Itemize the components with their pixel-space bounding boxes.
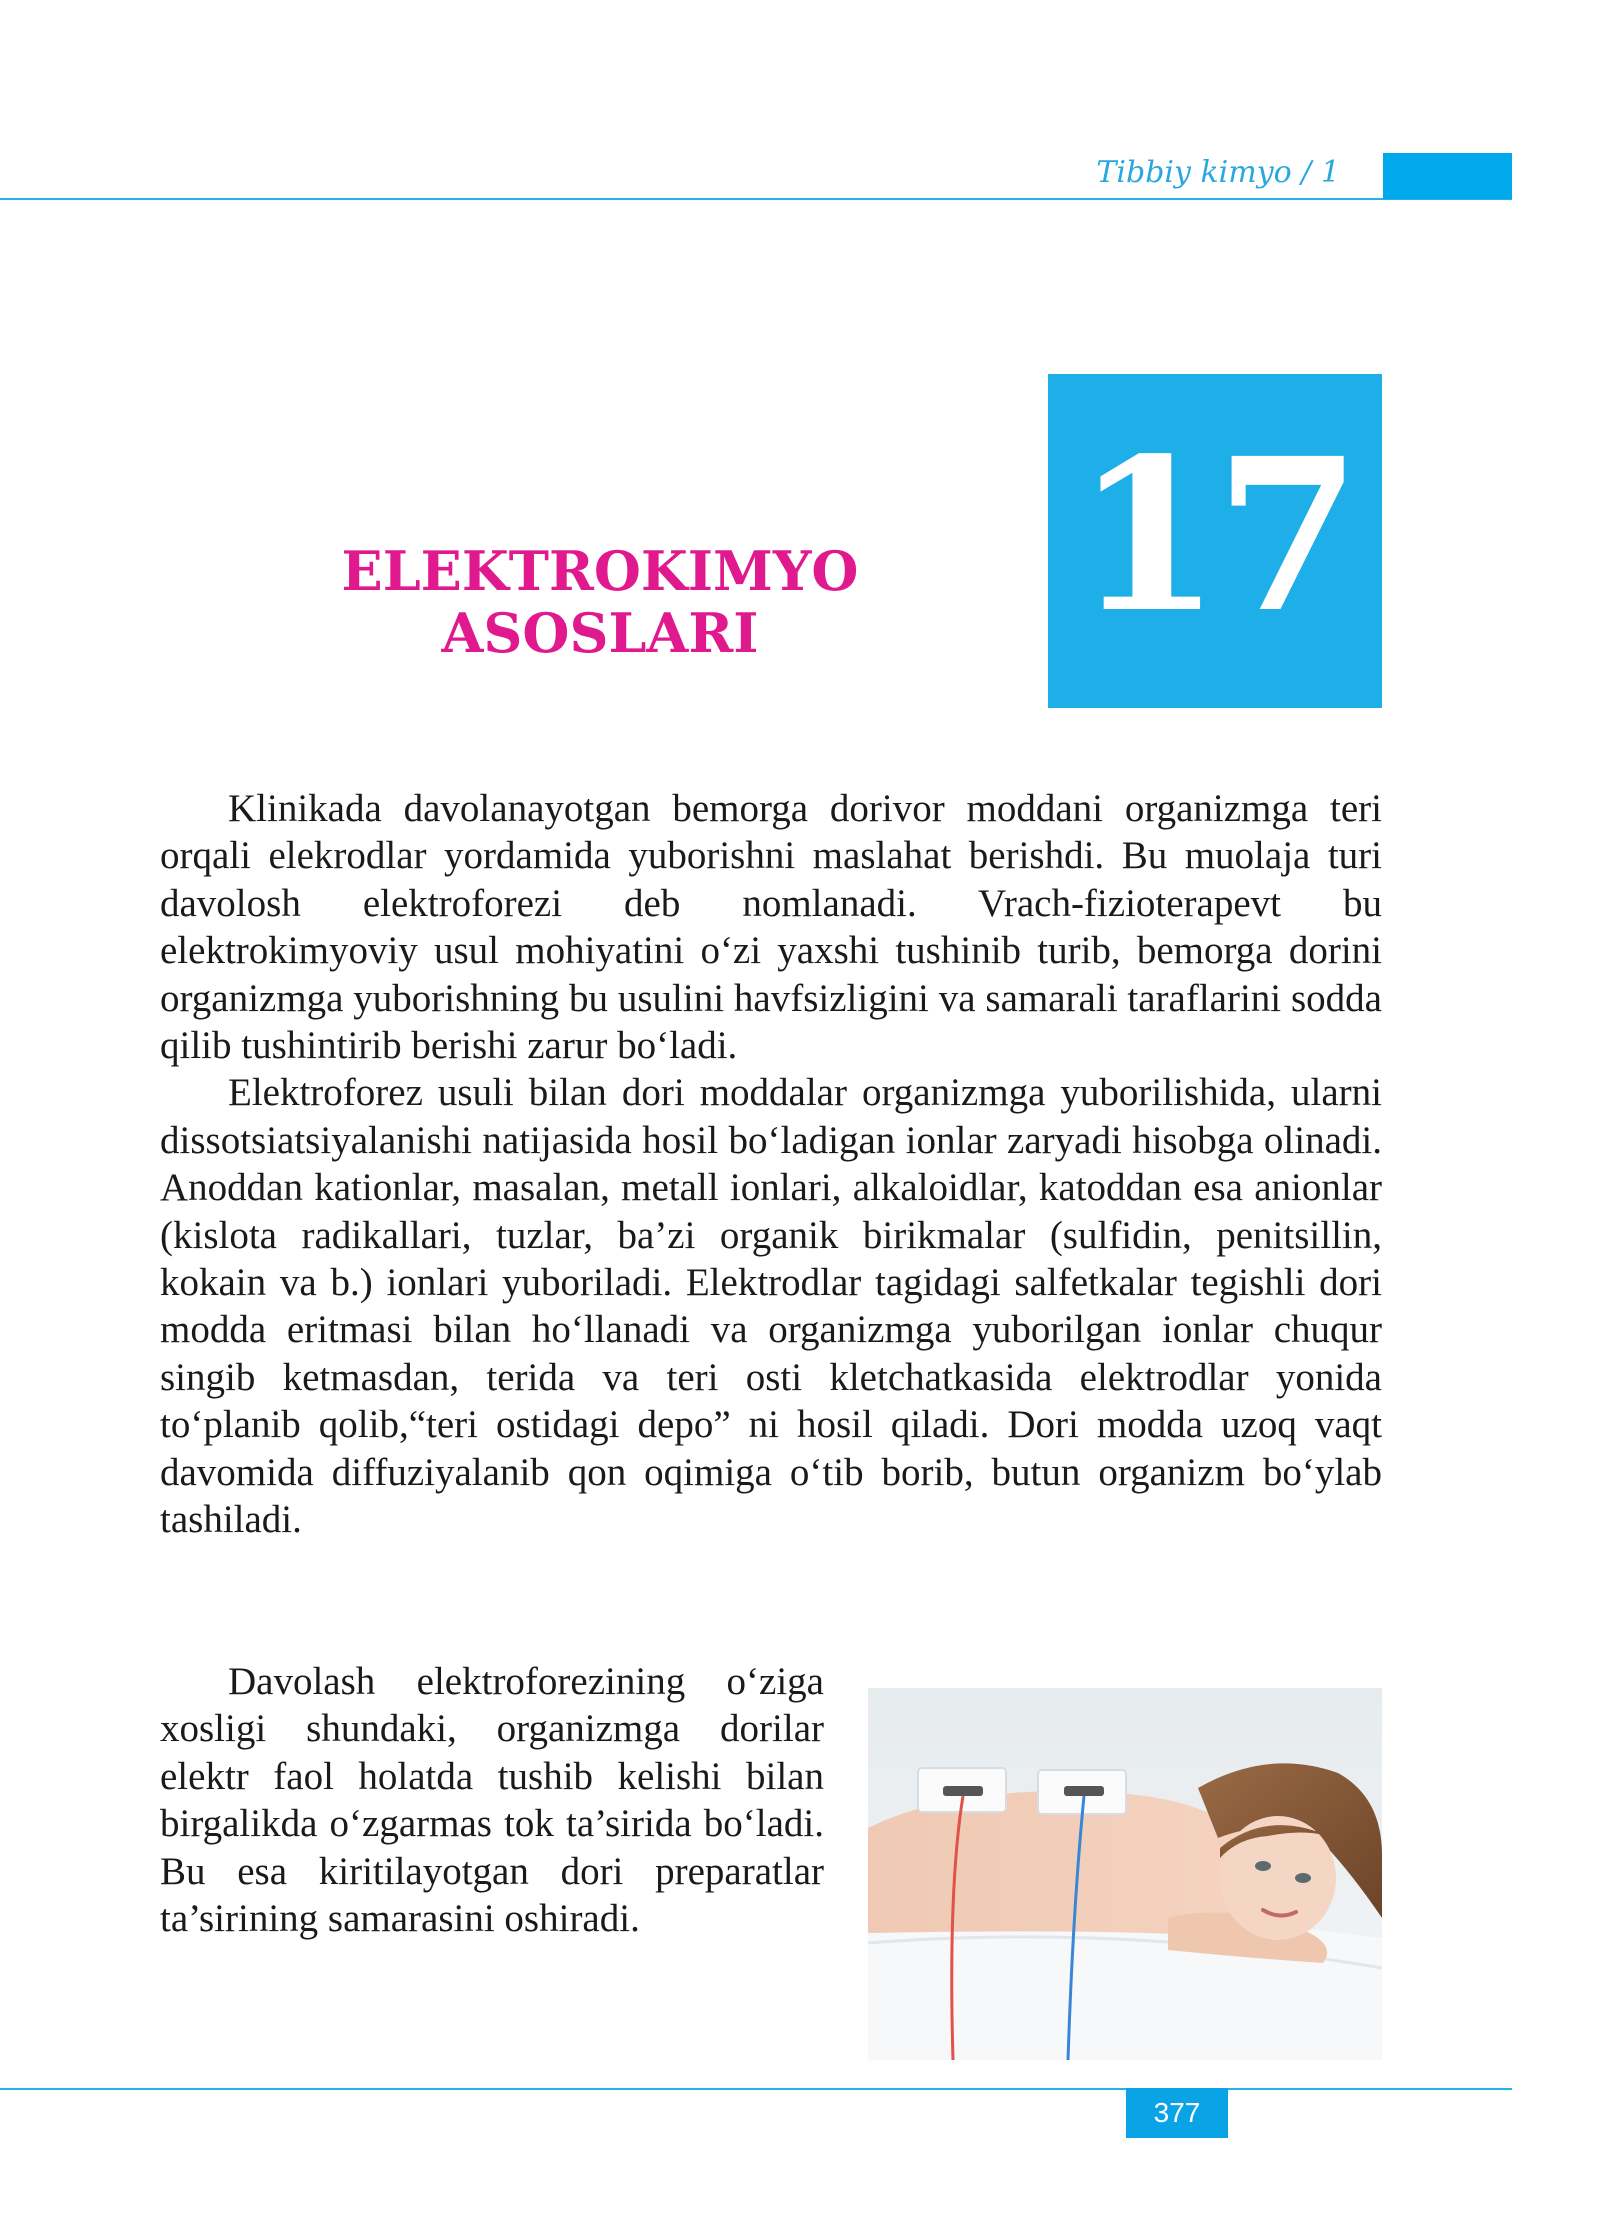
photo-child-electrophoresis-icon [868,1688,1382,2060]
chapter-number: 17 [1074,412,1356,659]
chapter-title-line2: ASOSLARI [441,601,759,665]
paragraph-2: Elektroforez usuli bilan dori moddalar organizmga yuborilishida, ularni dissotsiatsiyalanishi natijasida hosil bo‘ladigan ionlar zaryadi hisobga olinadi. Anoddan kationlar, masalan, metall ionlari, alkaloidlar, katoddan esa anionlar (kislota radikallari, tuzlar, ba’zi organik birikmalar (sulfidin, penitsillin, kokain va b.) ionlari yuboriladi. Elektrodlar tagidagi salfetkalar tegishli dori modda eritmasi bilan ho‘llanadi va organizmga yuborilgan ionlar chuqur singib ketmasdan, terida va teri osti kletchatkasida elektrodlar yonida to‘planib qolib,“teri ostidagi depo” ni hosil qiladi. Dori modda uzoq vaqt davomida diffuziyalanib qon oqimiga o‘tib borib, butun organizm bo‘ylab tashiladi. [160,1071,1382,1542]
page-number: 377 [1126,2088,1228,2138]
chapter-title-line1: ELEKTROKIMYO [341,539,859,603]
chapter-number-box [1048,374,1382,708]
running-title: Tibbiy kimyo / 1 [1096,155,1340,190]
paragraph-3: Davolash elektroforezining o‘ziga xosligi shundaki, organizmga dorilar elektr faol holatda tushib kelishi bilan birgalikda o‘zgarmas tok ta’sirida bo‘ladi. Bu esa kiritilayotgan dori preparatlar ta’sirining samarasini oshiradi. [160,1660,824,1941]
header-rule [0,198,1512,200]
chapter-title [290,540,910,664]
header-accent-block [1383,153,1512,199]
paragraph-1: Klinikada davolanayotgan bemorga dorivor moddani organizmga teri orqali elekrodlar yordamida yuborishni maslahat berishdi. Bu muolaja turi davolosh elektroforezi deb nomlanadi. Vrach-fizioterapevt bu elektrokimyoviy usul mohiyatini o‘zi yaxshi tushinib turib, bemorga dorini organizmga yuborishning bu usulini havfsizligini va samarali taraflarini sodda qilib tushintirib berishi zarur bo‘ladi. [160,787,1382,1068]
photo-illustration [868,1688,1382,2060]
footer-rule [0,2088,1512,2090]
body-text [160,785,1382,1544]
